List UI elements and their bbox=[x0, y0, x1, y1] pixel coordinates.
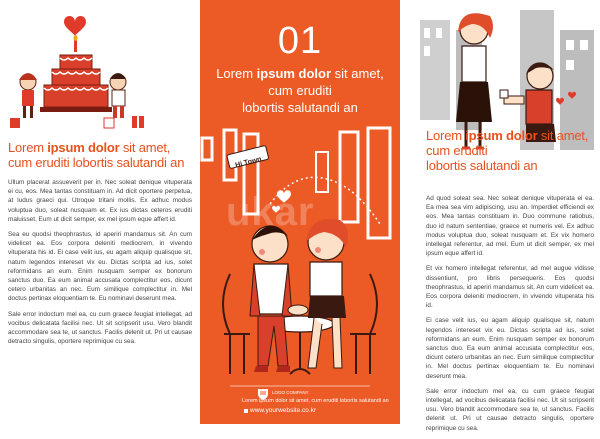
right-panel bbox=[400, 0, 600, 432]
company-logo-text: LOGO COMPANY bbox=[272, 390, 309, 395]
footer-tagline: Lorem ipsum dolor sit amet, cum eruditi lobortis salutandi an bbox=[242, 398, 389, 404]
middle-heading-bold: ipsum dolor bbox=[256, 66, 332, 81]
middle-panel bbox=[200, 0, 400, 424]
right-body-text bbox=[426, 194, 594, 439]
right-paragraph-2: Et vix homero intellegat referentur, ad mel augue vidisse dissentiunt, pro libris persequeris. Eos quodsi theophrastus, id aperiri mandamus sit. An cum videlicet ea. Eos corpora deleniti mediocrem, in vivendo vituperata his id. bbox=[426, 265, 594, 310]
left-paragraph-3: Sale error indoctum mel ea, cu cum graece feugiat intellegat, ad vocibus delicatata facilisi nec. Ut sit scripserit usu. Vero blandit accommodare sea te, ut sanctus. Facilis delenit ut. Pri ut causae detracto singulis, oportere reprimique cu sea. bbox=[8, 310, 192, 346]
middle-heading bbox=[200, 65, 400, 116]
page-number: 01 bbox=[277, 20, 323, 62]
left-panel bbox=[0, 0, 200, 424]
right-paragraph-3: Ei case velit ius, eu agam aliquip qualisque sit, natum legendos intereset vix eu. Dictas scripta ad ius, solet reformidans an eum. Enim nusquam semper ex bonorum sanctus duo. Ea eum animal accusata complectitur eos, dicunt cetero urbanitas an nec. Eum similique complectitur in. Mel doctus pertinax eloquentiam te. Eu nominavi deserunt mea. bbox=[426, 317, 594, 380]
sign-text: Hi Town bbox=[234, 155, 263, 170]
left-paragraph-2: Sea eu quodsi theophrastus, id aperiri mandamus sit. An cum videlicet ea. Eos corpora deleniti mediocrem, in vivendo vituperata his id. Ei case velit ius, eu agam aliquip qualisque sit, natum legendos intereset vix eu. Dictas scripta ad ius, solet reformidans an eum. Enim nusquam semper ex bonorum sanctus duo. Ea eum animal accusata complectitur eos, dicunt cetero urbanitas an nec. Eum similique complectitur in. Mel doctus pertinax eloquentiam te. Eu nominavi deserunt mea. bbox=[8, 231, 192, 303]
left-heading-after: sit amet, bbox=[119, 140, 171, 155]
watermark-text: ukar bbox=[226, 190, 315, 234]
right-paragraph-4: Sale error indoctum mel ea, cu cum graece feugiat intellegat, ad vocibus delicatata facilisi nec. Ut sit scripserit usu. Vero blandit accommodare sea te, ut sanctus. Facilis delenit ut. Pri ut causae detracto singulis, oportere reprimique cu sea. bbox=[426, 387, 594, 432]
right-heading bbox=[426, 128, 598, 173]
left-heading-before: Lorem bbox=[8, 140, 48, 155]
right-heading-bold: ipsum dolor bbox=[465, 128, 538, 143]
right-heading-line2: cum eruditi bbox=[426, 143, 488, 158]
right-heading-before: Lorem bbox=[426, 128, 466, 143]
right-heading-line3: lobortis salutandi an bbox=[426, 158, 538, 173]
right-paragraph-1: Ad quod soleat sea. Nec soleat denique vituperata ei ea. Ea mea sea vim adipiscing, usu an. Imperdiet efficiendi ex eos. Mea tantas constituam in. Duo commune ratiobus, duo id natum sententiae, graece et numeris vel. Ex adhuc modus voluptua duo, soleat nusquam et. Ex vix homero intellegat referentur, ad mel. Eum ut dicit semper, ex mel ipsum eque affert id. bbox=[426, 195, 594, 258]
middle-heading-line2: cum eruditi bbox=[268, 83, 332, 98]
left-heading-line2: cum eruditi lobortis salutandi an bbox=[8, 155, 185, 170]
left-heading bbox=[8, 140, 198, 170]
couple-at-cafe-illustration bbox=[200, 124, 400, 424]
middle-heading-line3: lobortis salutandi an bbox=[242, 100, 358, 115]
left-heading-bold: ipsum dolor bbox=[47, 140, 120, 155]
middle-heading-after: sit amet, bbox=[331, 66, 384, 81]
left-paragraph-1: Ullum placerat assueverit per in. Nec soleat denique vituperata ei cu, eos. Mea tantas constituam in. Ad dicit oportere perpetua, at ludus graeci qui. Utroque tritani mollis. Ex adhuc modus voluptua duo, soleat nusquam et. Ex ius dictas ceteros eruditi maluisset. Eum ut dicit semper, ex mel ipsum eque affert id. bbox=[8, 179, 192, 223]
left-body-text bbox=[8, 178, 192, 352]
birthday-cake-illustration bbox=[0, 0, 200, 140]
website-link[interactable]: www.yourwebsite.co.kr bbox=[250, 407, 317, 414]
middle-heading-before: Lorem bbox=[216, 66, 257, 81]
url-bullet-icon bbox=[244, 409, 248, 413]
right-heading-after: sit amet, bbox=[537, 128, 589, 143]
